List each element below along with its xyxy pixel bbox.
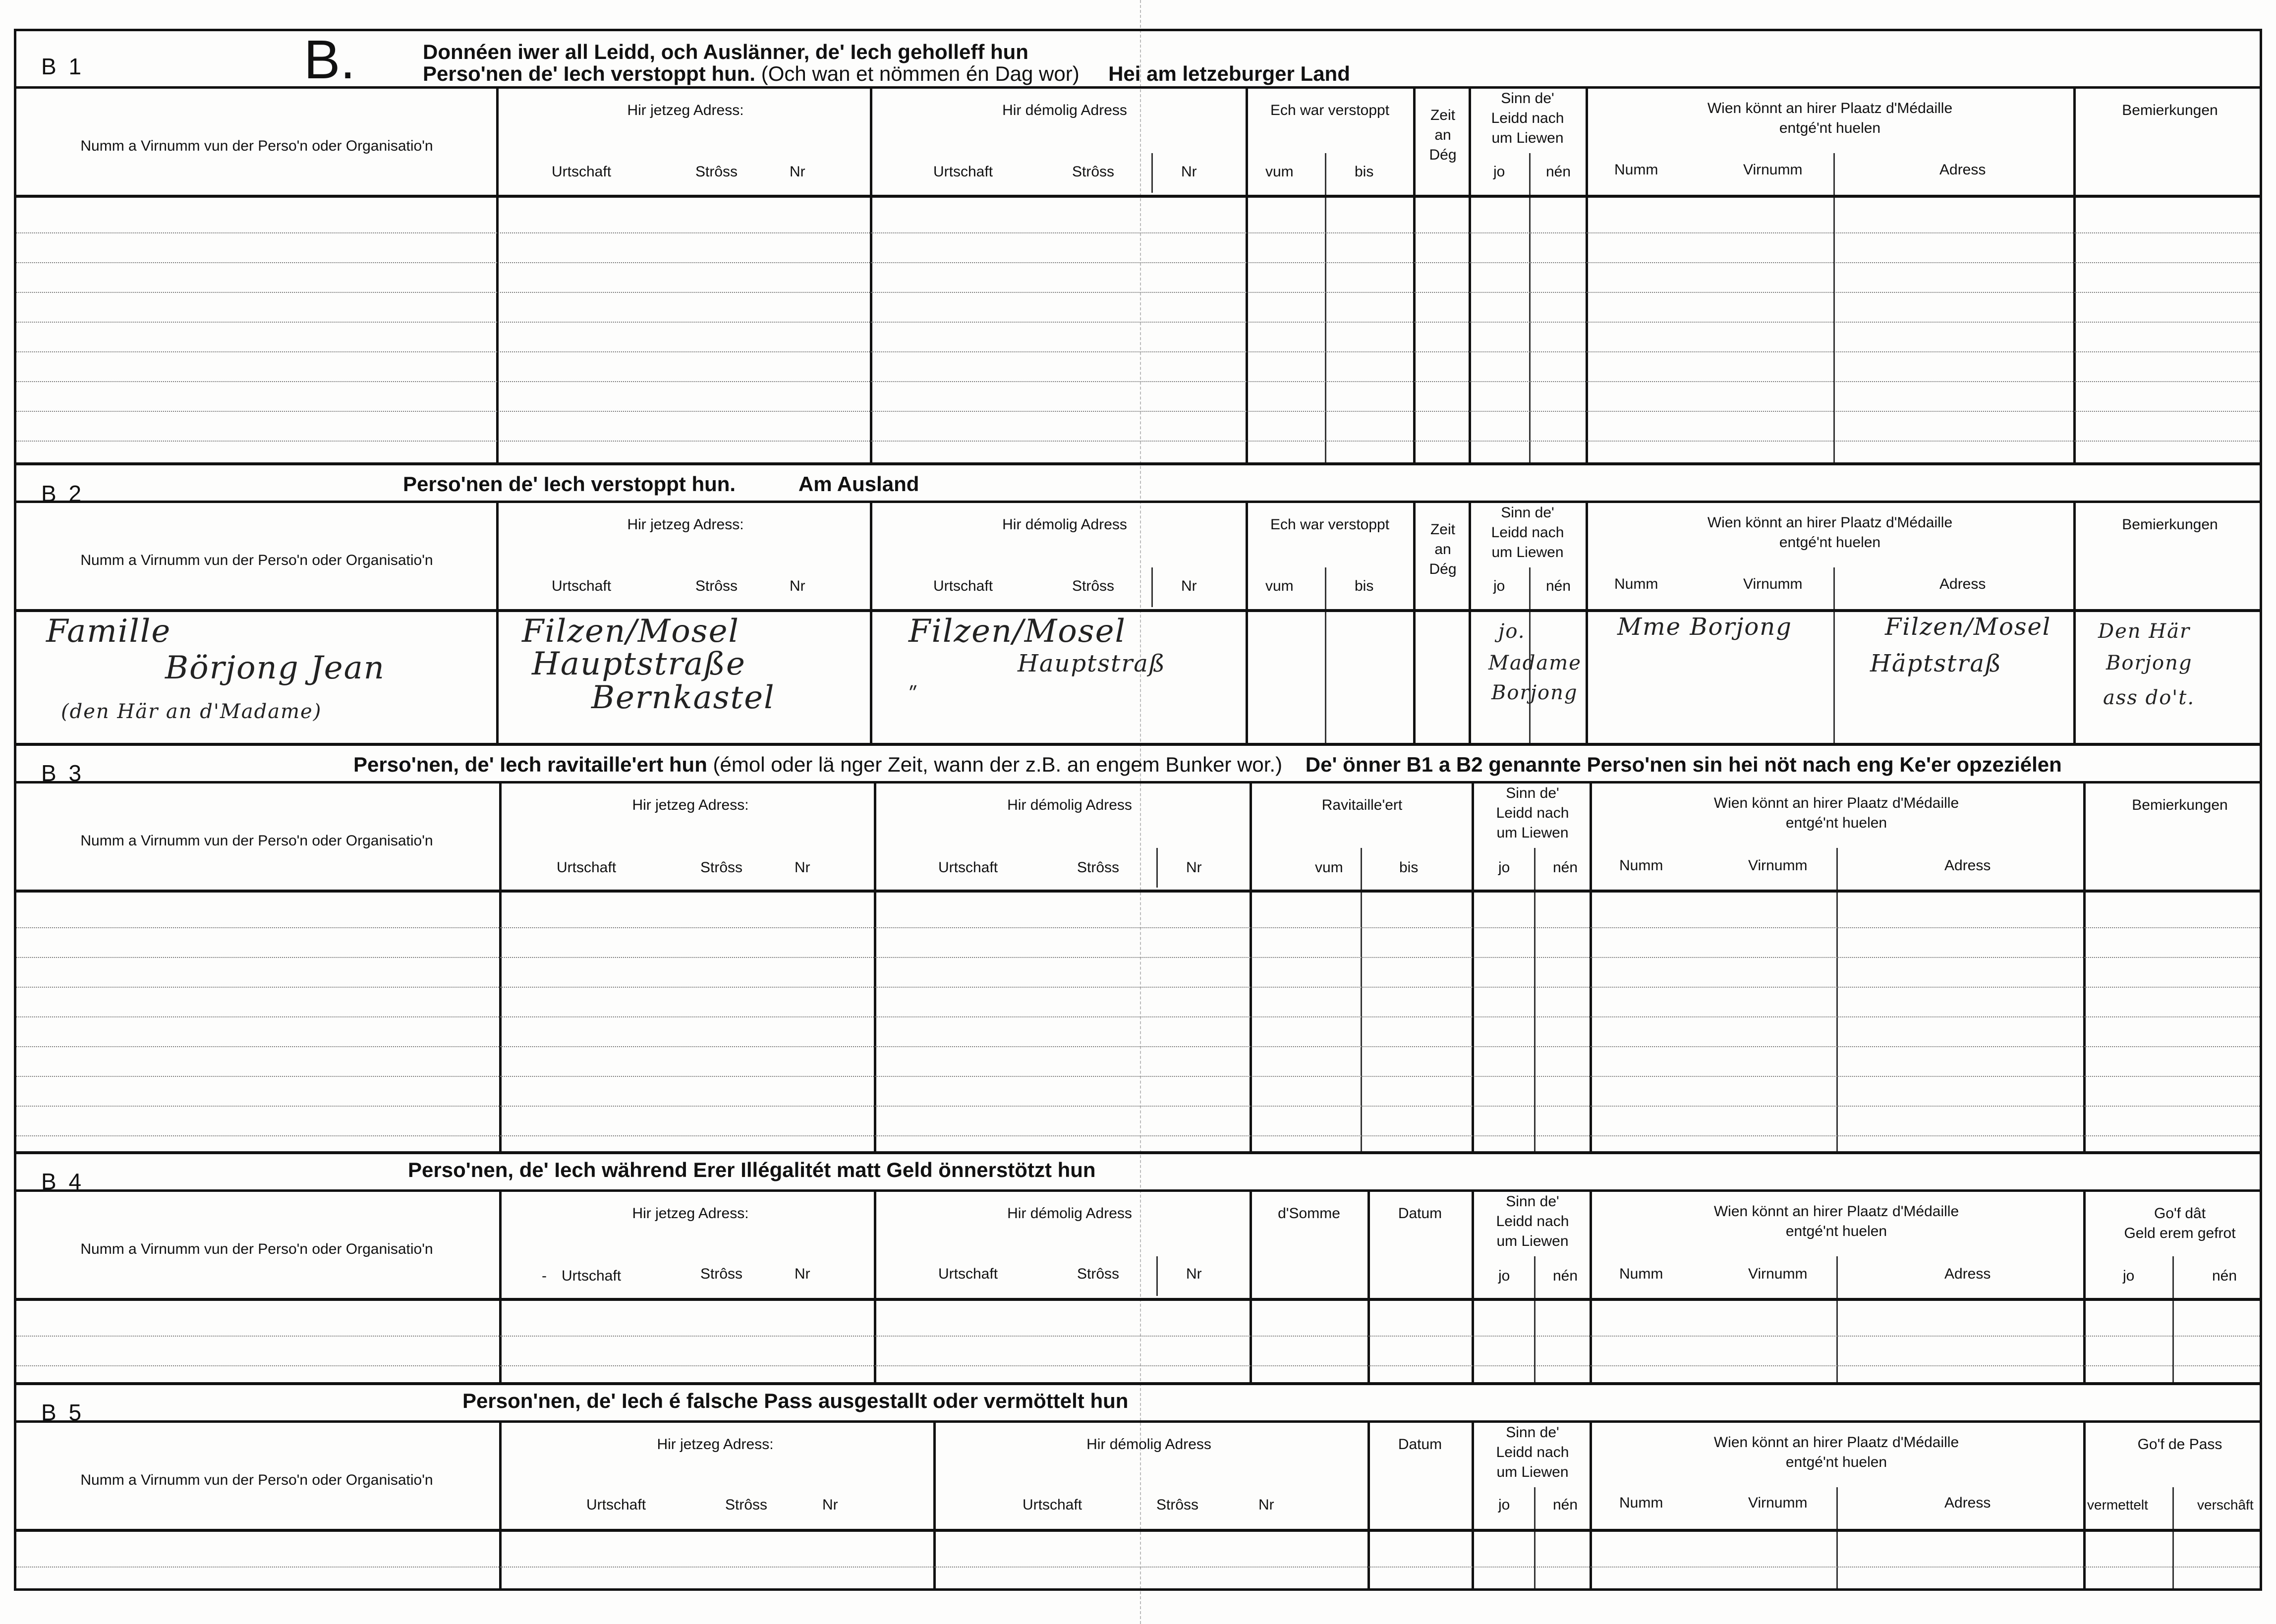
- entry-medal-address-line1: Filzen/Mosel: [1885, 613, 2051, 641]
- section-b3-header: [16, 746, 2260, 784]
- b3-grid: Numm a Virnumm vun der Perso'n oder Organisatio'n Hir jetzeg Adress: Urtschaft Strôss Nr Hir démolig Adress Urtschaft Strôss Nr Ravitaille'ert vum bis Sinn de' Leidd nach um Liewen jo nén Wien könnt an hirer Plaatz d'Médaille entgé'nt huelen Numm Virnumm Adress Bemierkungen: [16, 784, 2260, 1151]
- section-b5-header: [16, 1385, 2260, 1423]
- section-title: Perso'nen, de' Iech ravitaille'ert hun (émol oder lä nger Zeit, wann der z.B. an engem Bunker wor.) De' önner B1 a B2 genannte Perso'nen sin hei nöt nach eng Ke'er opzeziélen: [353, 753, 2062, 776]
- col-date: Datum: [1398, 1205, 1442, 1222]
- section-b1: [14, 29, 2262, 465]
- col-alive: Sinn de' Leidd nach um Liewen: [1491, 90, 1564, 146]
- section-code: B 5: [41, 1400, 85, 1425]
- col-remarks: Bemierkungen: [2122, 102, 2218, 118]
- col-current-address: Hir jetzeg Adress:: [627, 102, 744, 118]
- section-b3: [14, 743, 2262, 1154]
- section-title: Perso'nen de' Iech verstoppt hun. Am Ausland: [403, 472, 919, 496]
- section-title: Person'nen, de' Iech é falsche Pass ausgestallt oder vermöttelt hun: [462, 1389, 1129, 1412]
- b5-grid: Numm a Virnumm vun der Perso'n oder Organisatio'n Hir jetzeg Adress: Urtschaft Strôss Nr Hir démolig Adress Urtschaft Strôss Nr Datum Sinn de' Leidd nach um Liewen jo nén Wien könnt an hirer Plaatz d'Médaille entgé'nt huelen Numm Virnumm Adress Go'f de Pass vermettelt verschâft: [16, 1423, 2260, 1588]
- entry-remark-line2: Borjong: [2106, 652, 2193, 674]
- section-b2: [14, 463, 2262, 745]
- entry-former-line1: Filzen/Mosel: [909, 613, 1126, 650]
- section-title: Perso'nen, de' Iech während Erer Illégalitét matt Geld önnerstötzt hun: [408, 1158, 1096, 1181]
- entry-current-line2: Hauptstraße: [532, 646, 746, 682]
- col-pass: Go'f de Pass: [2137, 1436, 2222, 1453]
- col-supplied: Ravitaille'ert: [1321, 797, 1403, 813]
- section-code: B 3: [41, 760, 85, 786]
- section-code: B 1: [41, 54, 85, 79]
- section-b2-header: [16, 465, 2260, 506]
- section-b5: [14, 1383, 2262, 1591]
- section-b1-header: [16, 31, 2260, 89]
- col-time-days: Zeit an Dég: [1429, 107, 1457, 163]
- entry-remark-line1: Den Här: [2098, 620, 2191, 643]
- entry-former-mark: ʺ: [909, 683, 919, 706]
- b2-grid: Numm a Virnumm vun der Perso'n oder Organisatio'n Hir jetzeg Adress: Urtschaft Strôss Nr Hir démolig Adress Urtschaft Strôss Nr Ech war verstoppt vum bis Zeit an Dég Sinn de' Leidd nach um Liewen jo nén Wien könnt an hirer Plaatz d'Médaille entgé'nt huelen Numm Virnumm Adress Bemierkungen Famille Börjong Jean (den Här an d'Madame) Filzen/Mosel Hauptstraße Bernkastel Filzen/Mosel Hauptstraß ʺ jo. Madame Borjong Mme Borjong Filzen/Mosel Häptstraß Den Här Borjong ass do't.: [16, 503, 2260, 743]
- section-letter: B.: [304, 29, 355, 90]
- col-money-returned: Go'f dât Geld erem gefrot: [2124, 1205, 2236, 1241]
- b1-grid: Numm a Virnumm vun der Perso'n oder Organisatio'n Hir jetzeg Adress: Urtschaft Strôss Nr Hir démolig Adress Urtschaft Strôss Nr Ech war verstoppt vum bis Zeit an Dég Sinn de' Leidd nach um Liewen jo nén Wien könnt an hirer Plaatz d'Médaille entgé'nt huelen Numm Virnumm Adress Bemierkungen: [16, 89, 2260, 462]
- col-medal: Wien könnt an hirer Plaatz d'Médaille entgé'nt huelen: [1707, 100, 1953, 136]
- entry-name-line1: Famille: [46, 613, 171, 650]
- col-name: Numm a Virnumm vun der Perso'n oder Organisatio'n: [80, 138, 433, 154]
- entry-alive-line2: Madame: [1488, 652, 1582, 674]
- section-b4-header: [16, 1154, 2260, 1192]
- section-code: B 2: [41, 481, 85, 506]
- entry-current-line1: Filzen/Mosel: [522, 613, 740, 650]
- b4-grid: Numm a Virnumm vun der Perso'n oder Organisatio'n Hir jetzeg Adress: - Urtschaft Strôss Nr Hir démolig Adress Urtschaft Strôss Nr d'Somme Datum Sinn de' Leidd nach um Liewen jo nén Wien könnt an hirer Plaatz d'Médaille entgé'nt huelen Numm Virnumm Adress Go'f dât Geld erem gefrot jo nén: [16, 1192, 2260, 1382]
- entry-current-line3: Bernkastel: [591, 679, 775, 716]
- col-date: Datum: [1398, 1436, 1442, 1453]
- entry-medal-address-line2: Häptstraß: [1870, 650, 2002, 677]
- section-b4: [14, 1152, 2262, 1385]
- entry-name-line2: Börjong Jean: [165, 650, 385, 686]
- col-amount: d'Somme: [1278, 1205, 1340, 1222]
- entry-former-line2: Hauptstraß: [1018, 650, 1166, 677]
- entry-name-line3: (den Här an d'Madame): [61, 700, 322, 723]
- col-hidden: Ech war verstoppt: [1270, 102, 1390, 118]
- col-former-address: Hir démolig Adress: [1002, 102, 1127, 118]
- entry-medal-name: Mme Borjong: [1617, 613, 1792, 641]
- entry-remark-line3: ass do't.: [2103, 686, 2195, 709]
- section-title: Donnéen iwer all Leidd, och Auslänner, de' Iech geholleff hun Perso'nen de' Iech verstoppt hun. (Och wan et nömmen én Dag wor) Hei am letzeburger Land: [423, 40, 1350, 85]
- entry-alive-line1: jo.: [1498, 620, 1526, 643]
- section-code: B 4: [41, 1169, 85, 1194]
- entry-alive-line3: Borjong: [1491, 681, 1578, 704]
